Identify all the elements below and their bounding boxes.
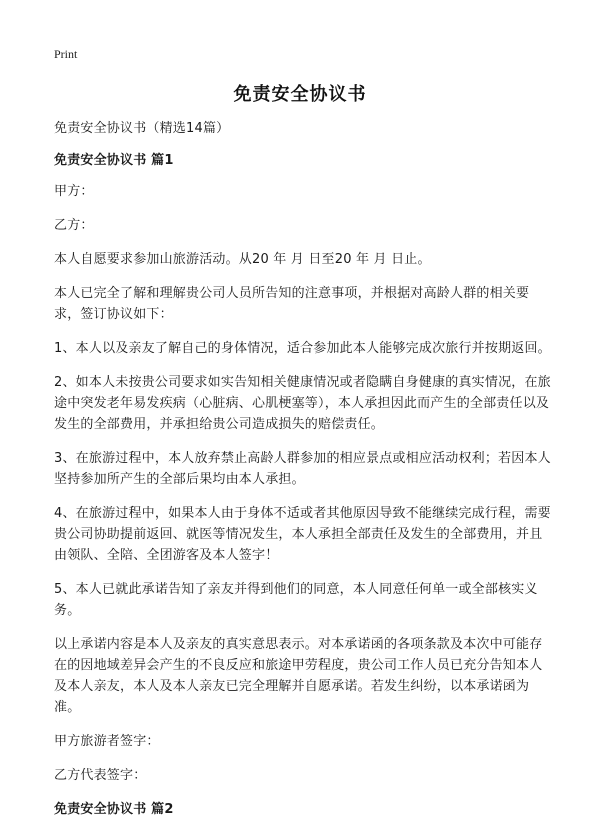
clause-1: 1、本人以及亲友了解自己的身体情况，适合参加此本人能够完成次旅行并按期返回。 (54, 341, 551, 356)
print-link[interactable]: Print (54, 47, 78, 61)
section-heading: 免责安全协议书 篇1 (54, 153, 174, 168)
clause-2: 2、如本人未按贵公司要求如实告知相关健康情况或者隐瞒自身健康的真实情况，在旅途中突发老年易发疾病（心脏病、心肌梗塞等），本人承担因此而产生的全部责任以及发生的全部费用，并承担给贵公司造成损失的赔偿责任。 (54, 375, 551, 432)
party-b-label: 乙方： (54, 218, 94, 233)
clause-5: 5、本人已就此承诺告知了亲友并得到他们的同意，本人同意任何单一或全部核实义务。 (54, 582, 538, 618)
paragraph: 本人已完全了解和理解贵公司人员所告知的注意事项，并根据对高龄人群的相关要求，签订协议如下： (54, 286, 530, 322)
party-a-signature-label: 甲方旅游者签字： (54, 734, 160, 749)
paragraph: 本人自愿要求参加山旅游活动。从20 年 月 日至20 年 月 日止。 (54, 252, 431, 267)
clause-4: 4、在旅游过程中，如果本人由于身体不适或者其他原因导致不能继续完成行程，需要贵公司协助提前返回、就医等情况发生，本人承担全部责任及发生的全部费用，并且由领队、全陪、全团游客及本人签字！ (54, 506, 551, 563)
paragraph: 以上承诺内容是本人及亲友的真实意思表示。对本承诺函的各项条款及本次中可能存在的因地域差异会产生的不良反应和旅途甲劳程度，贵公司工作人员已充分告知本人及本人亲友，本人及本人亲友已完全理解并自愿承诺。若发生纠纷，以本承诺函为准。 (54, 637, 543, 715)
party-a-label: 甲方： (54, 184, 94, 199)
document-title: 免责安全协议书 (233, 84, 367, 105)
document-body (54, 118, 554, 830)
section-heading: 免责安全协议书 篇2 (54, 802, 174, 817)
clause-3: 3、在旅游过程中，本人放弃禁止高龄人群参加的相应景点或相应活动权利；若因本人坚持参加所产生的全部后果均由本人承担。 (54, 451, 551, 487)
document-subtitle: 免责安全协议书（精选14篇） (54, 121, 230, 136)
party-b-signature-label: 乙方代表签字： (54, 768, 147, 783)
